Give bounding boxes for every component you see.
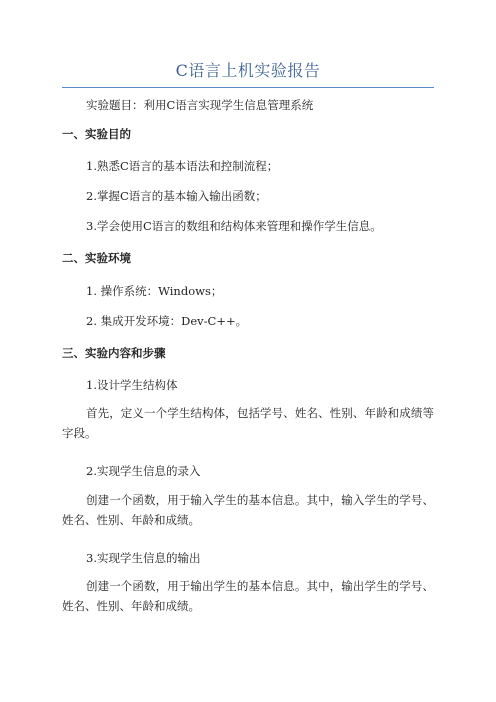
experiment-subject: 实验题目：利用C语言实现学生信息管理系统 bbox=[86, 98, 314, 112]
step-label: 2.实现学生信息的录入 bbox=[86, 464, 201, 478]
step-label: 1.设计学生结构体 bbox=[86, 378, 178, 392]
objective-item: 2.掌握C语言的基本输入输出函数； bbox=[86, 189, 267, 203]
section-heading-content-steps: 三、实验内容和步骤 bbox=[62, 346, 166, 360]
environment-item: 1. 操作系统：Windows； bbox=[86, 284, 223, 298]
title-underline bbox=[62, 87, 434, 88]
step-description: 首先，定义一个学生结构体，包括学号、姓名、性别、年龄和成绩等字段。 bbox=[62, 406, 434, 440]
step-label: 3.实现学生信息的输出 bbox=[86, 551, 201, 565]
section-heading-objectives: 一、实验目的 bbox=[62, 127, 131, 141]
environment-item: 2. 集成开发环境：Dev-C++。 bbox=[86, 314, 248, 328]
document-title: C语言上机实验报告 bbox=[175, 61, 321, 80]
step-description: 创建一个函数，用于输出学生的基本信息。其中，输出学生的学号、姓名、性别、年龄和成绩。 bbox=[62, 579, 434, 613]
step-description: 创建一个函数，用于输入学生的基本信息。其中，输入学生的学号、姓名、性别、年龄和成绩。 bbox=[62, 493, 434, 527]
section-heading-environment: 二、实验环境 bbox=[62, 251, 131, 265]
objective-item: 1.熟悉C语言的基本语法和控制流程； bbox=[86, 159, 279, 173]
objective-item: 3.学会使用C语言的数组和结构体来管理和操作学生信息。 bbox=[86, 219, 382, 233]
